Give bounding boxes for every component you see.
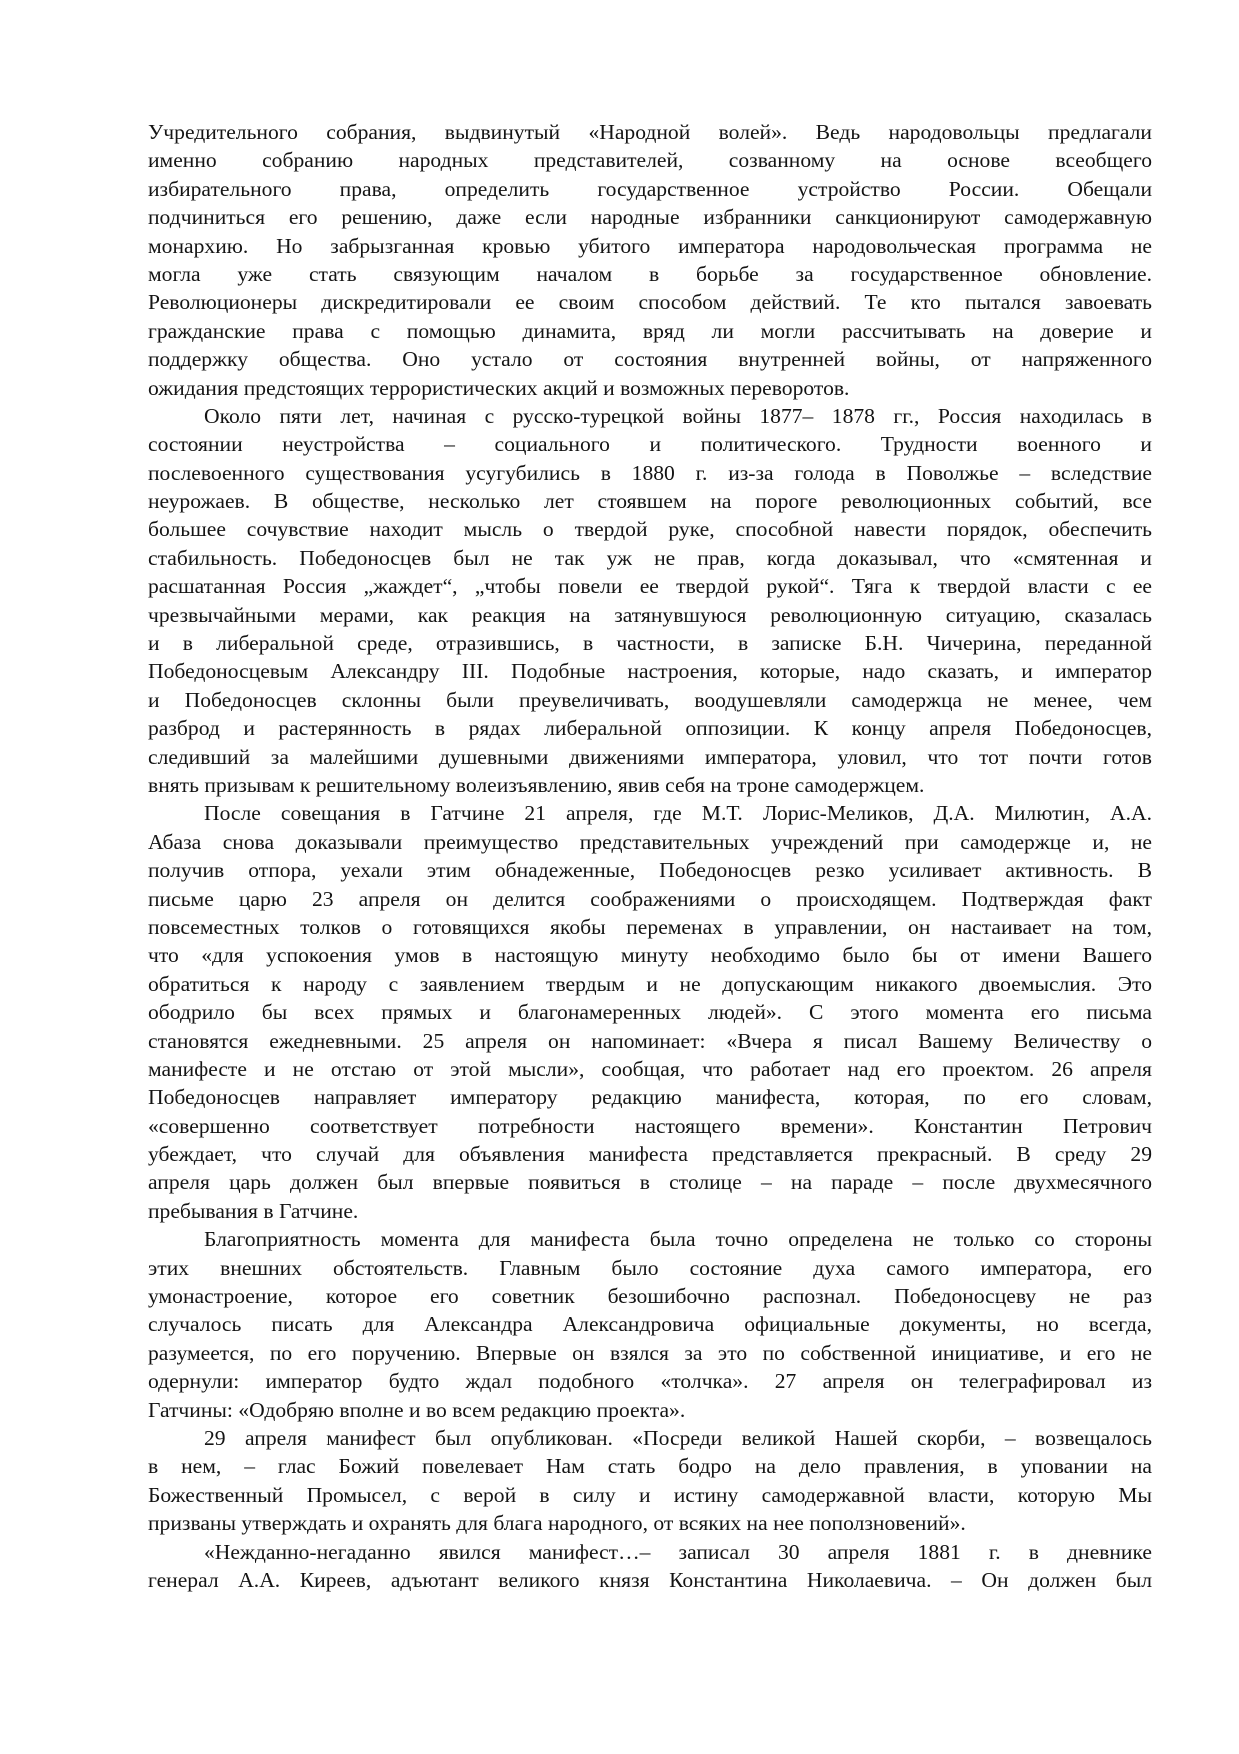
text-line: чрезвычайными мерами, как реакция на затянувшуюся революционную ситуацию, сказалась — [148, 602, 1152, 627]
text-line: Около пяти лет, начиная с русско-турецкой войны 1877– 1878 гг., Россия находилась в — [204, 403, 1152, 428]
text-line: Победоносцев направляет императору редакцию манифеста, которая, по его словам, — [148, 1085, 1152, 1110]
paragraph — [148, 1424, 1152, 1538]
text-line: избирательного права, определить государственное устройство России. Обещали — [148, 176, 1152, 201]
text-line: внять призывам к решительному волеизъявлению, явив себя на троне самодержцем. — [148, 772, 925, 797]
text-line: письме царю 23 апреля он делится соображениями о происходящем. Подтверждая факт — [148, 886, 1152, 911]
text-line: разумеется, по его поручению. Впервые он взялся за это по собственной инициативе, и его не — [148, 1340, 1152, 1365]
text-line: Революционеры дискредитировали ее своим способом действий. Те кто пытался завоевать — [148, 290, 1152, 315]
text-line: призваны утверждать и охранять для блага народного, от всяких на нее поползновений». — [148, 1511, 966, 1536]
text-line: разброд и растерянность в рядах либеральной оппозиции. К концу апреля Победоносцев, — [148, 716, 1152, 741]
text-line: что «для успокоения умов в настоящую минуту необходимо было бы от имени Вашего — [148, 943, 1152, 968]
text-line: неурожаев. В обществе, несколько лет стоявшем на пороге революционных событий, все — [148, 489, 1152, 514]
text-line: одернули: император будто ждал подобного «толчка». 27 апреля он телеграфировал из — [148, 1369, 1152, 1394]
paragraph — [148, 1225, 1152, 1424]
text-line: обратиться к народу с заявлением твердым и не допускающим никакого двоемыслия. Это — [148, 971, 1152, 996]
text-line: манифесте и не отстаю от этой мысли», сообщая, что работает над его проектом. 26 апреля — [148, 1056, 1152, 1081]
text-line: убеждает, что случай для объявления манифеста представляется прекрасный. В среду 29 — [148, 1142, 1152, 1167]
text-line: Учредительного собрания, выдвинутый «Народной волей». Ведь народовольцы предлагали — [148, 120, 1152, 144]
text-line: гражданские права с помощью динамита, вряд ли могли рассчитывать на доверие и — [148, 318, 1152, 343]
paragraph — [148, 1538, 1152, 1595]
text-line: апреля царь должен был впервые появиться в столице – на параде – после двухмесячного — [148, 1170, 1152, 1195]
paragraph — [148, 799, 1152, 1225]
text-line: именно собранию народных представителей, созванному на основе всеобщего — [148, 148, 1152, 173]
text-line: поддержку общества. Оно устало от состояния внутренней войны, от напряженного — [148, 347, 1152, 372]
text-line: Гатчины: «Одобряю вполне и во всем редакцию проекта». — [148, 1397, 686, 1422]
text-line: пребывания в Гатчине. — [148, 1198, 359, 1223]
text-line: «совершенно соответствует потребности настоящего времени». Константин Петрович — [148, 1113, 1152, 1138]
text-line: и Победоносцев склонны были преувеличивать, воодушевляли самодержца не менее, чем — [148, 687, 1152, 712]
document-page — [148, 118, 1152, 1594]
text-line: После совещания в Гатчине 21 апреля, где М.Т. Лорис-Меликов, Д.А. Милютин, А.А. — [204, 801, 1152, 826]
text-line: повсеместных толков о готовящихся якобы переменах в управлении, он настаивает на том, — [148, 914, 1152, 939]
text-line: «Нежданно-негаданно явился манифест…– записал 30 апреля 1881 г. в дневнике — [204, 1539, 1152, 1564]
text-line: 29 апреля манифест был опубликован. «Посреди великой Нашей скорби, – возвещалось — [204, 1425, 1152, 1450]
text-line: этих внешних обстоятельств. Главным было состояние духа самого императора, его — [148, 1255, 1152, 1280]
text-line: Победоносцевым Александру III. Подобные настроения, которые, надо сказать, и император — [148, 659, 1152, 684]
text-line: ободрило бы всех прямых и благонамеренных людей». С этого момента его письма — [148, 1000, 1152, 1025]
text-line: и в либеральной среде, отразившись, в частности, в записке Б.Н. Чичерина, переданной — [148, 631, 1152, 656]
text-line: получив отпора, уехали этим обнадеженные, Победоносцев резко усиливает активность. В — [148, 858, 1152, 883]
text-line: могла уже стать связующим началом в борьбе за государственное обновление. — [148, 261, 1152, 286]
text-line: Абаза снова доказывали преимущество представительных учреждений при самодержце и, не — [148, 829, 1152, 854]
text-line: послевоенного существования усугубились в 1880 г. из-за голода в Поволжье – вследствие — [148, 460, 1152, 485]
text-line: генерал А.А. Киреев, адъютант великого князя Константина Николаевича. – Он должен был — [148, 1567, 1152, 1592]
paragraph — [148, 402, 1152, 799]
text-line: ожидания предстоящих террористических акций и возможных переворотов. — [148, 375, 850, 400]
text-line: в нем, – глас Божий повелевает Нам стать бодро на дело правления, в уповании на — [148, 1454, 1152, 1479]
text-line: случалось писать для Александра Александровича официальные документы, но всегда, — [148, 1312, 1152, 1337]
text-line: становятся ежедневными. 25 апреля он напоминает: «Вчера я писал Вашему Величеству о — [148, 1028, 1152, 1053]
paragraph — [148, 118, 1152, 402]
text-line: умонастроение, которое его советник безошибочно распознал. Победоносцеву не раз — [148, 1284, 1152, 1309]
text-line: Благоприятность момента для манифеста была точно определена не только со стороны — [204, 1227, 1152, 1252]
text-line: следивший за малейшими душевными движениями императора, уловил, что тот почти готов — [148, 744, 1152, 769]
text-line: монархию. Но забрызганная кровью убитого императора народовольческая программа не — [148, 233, 1152, 258]
text-line: расшатанная Россия „жаждет“, „чтобы повели ее твердой рукой“. Тяга к твердой власти с ее — [148, 574, 1152, 599]
text-line: стабильность. Победоносцев был не так уж не прав, когда доказывал, что «смятенная и — [148, 545, 1152, 570]
text-line: большее сочувствие находит мысль о твердой руке, способной навести порядок, обеспечить — [148, 517, 1152, 542]
text-line: подчиниться его решению, даже если народные избранники санкционируют самодержавную — [148, 205, 1152, 230]
text-line: состоянии неустройства – социального и политического. Трудности военного и — [148, 432, 1152, 457]
text-line: Божественный Промысел, с верой в силу и истину самодержавной власти, которую Мы — [148, 1482, 1152, 1507]
